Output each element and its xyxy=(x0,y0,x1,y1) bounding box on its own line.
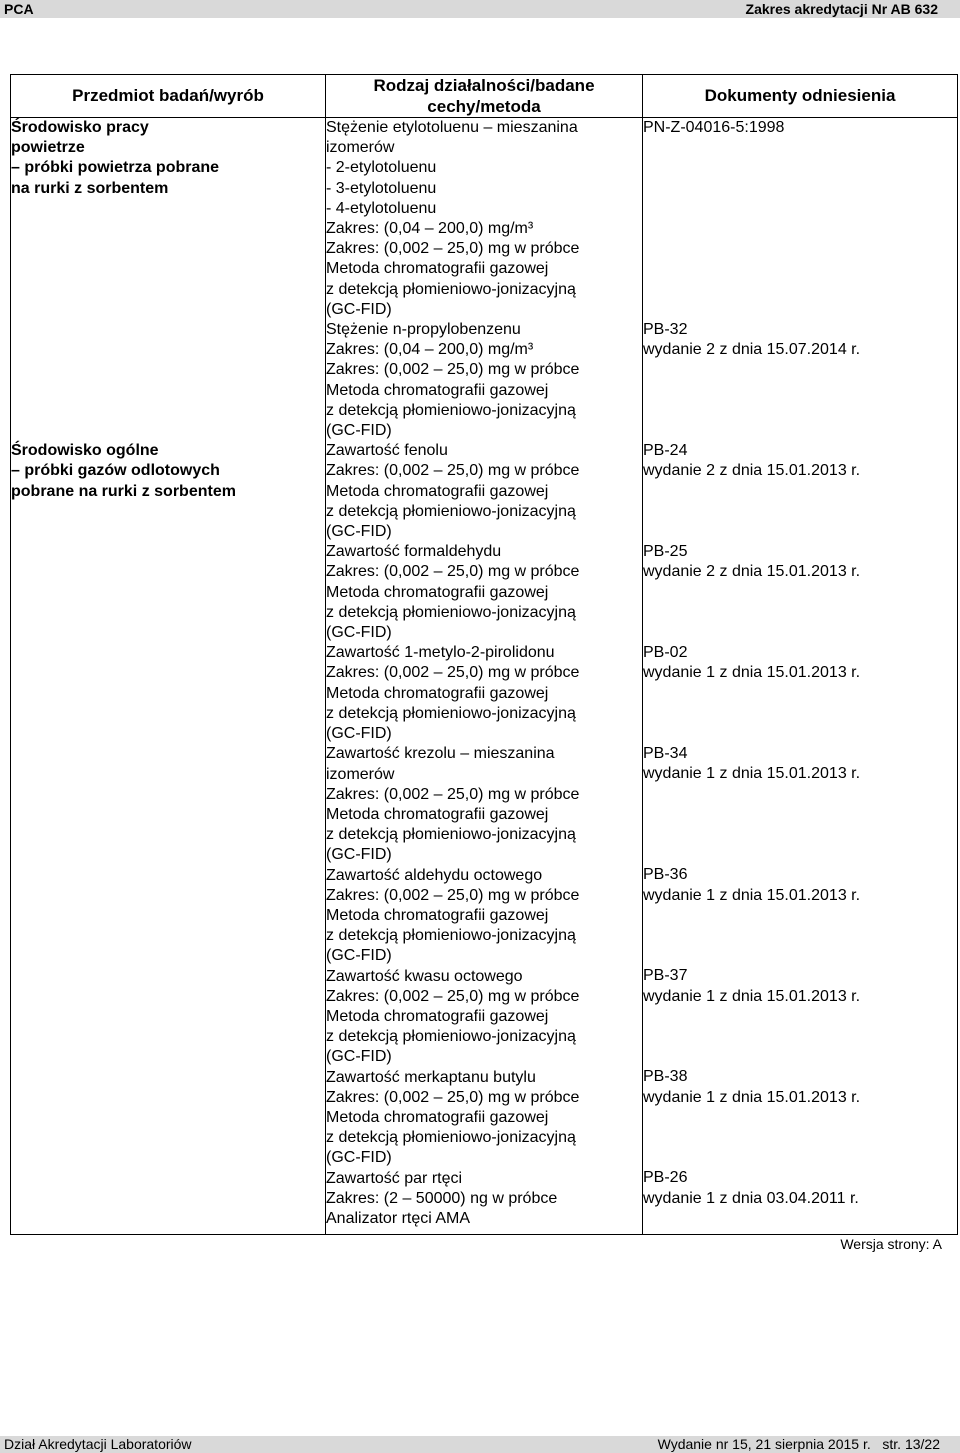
method-line: Zakres: (0,002 – 25,0) mg w próbce xyxy=(326,785,580,803)
method-line: Zawartość kwasu octowego xyxy=(326,967,523,985)
method-line: (GC-FID) xyxy=(326,624,392,642)
method-entry xyxy=(326,967,642,1068)
method-line: Metoda chromatografii gazowej xyxy=(326,583,549,601)
footer-edition: Wydanie nr 15, 21 sierpnia 2015 r. str. 13/22 xyxy=(657,1436,940,1452)
method-cell xyxy=(326,118,643,1235)
header-title: Zakres akredytacji Nr AB 632 xyxy=(745,1,938,17)
document-line: wydanie 1 z dnia 15.01.2013 r. xyxy=(643,1088,861,1106)
subject-line: powietrze xyxy=(11,139,85,157)
document-entry xyxy=(643,966,860,1006)
method-line: Zakres: (0,002 – 25,0) mg w próbce xyxy=(326,240,580,258)
method-line: (GC-FID) xyxy=(326,422,392,440)
document-line: PB-34 xyxy=(643,745,688,763)
method-line: Metoda chromatografii gazowej xyxy=(326,260,549,278)
method-entry xyxy=(326,744,642,865)
method-line: Metoda chromatografii gazowej xyxy=(326,1108,549,1126)
subject-line: – próbki gazów odlotowych xyxy=(11,462,220,480)
document-entry xyxy=(643,320,860,360)
method-line: Zawartość formaldehydu xyxy=(326,543,502,561)
document-entry xyxy=(643,865,860,905)
method-line: (GC-FID) xyxy=(326,300,392,318)
subject-line: Środowisko pracy xyxy=(11,119,149,136)
method-line: z detekcją płomieniowo-jonizacyjną xyxy=(326,603,576,621)
method-line: z detekcją płomieniowo-jonizacyjną xyxy=(326,1129,576,1147)
subject-entry xyxy=(11,441,236,502)
method-entry xyxy=(326,118,642,320)
subject-line: Środowisko ogólne xyxy=(11,442,159,460)
method-line: Zakres: (0,04 – 200,0) mg/m³ xyxy=(326,220,534,238)
document-line: PB-26 xyxy=(643,1169,688,1187)
method-line: Zawartość fenolu xyxy=(326,442,448,460)
method-line: Stężenie etylotoluenu – mieszanina xyxy=(326,119,578,136)
subject-line: pobrane na rurki z sorbentem xyxy=(11,482,236,500)
method-line: (GC-FID) xyxy=(326,725,392,743)
document-line: wydanie 1 z dnia 15.01.2013 r. xyxy=(643,886,861,904)
page-header xyxy=(0,0,960,18)
method-line: Metoda chromatografii gazowej xyxy=(326,381,549,399)
document-line: wydanie 2 z dnia 15.07.2014 r. xyxy=(643,341,861,359)
method-line: Analizator rtęci AMA xyxy=(326,1209,471,1227)
column-header-documents: Dokumenty odniesienia xyxy=(643,75,958,118)
document-line: PB-32 xyxy=(643,321,688,338)
method-line: z detekcją płomieniowo-jonizacyjną xyxy=(326,502,576,520)
header-org: PCA xyxy=(4,1,34,17)
method-entry xyxy=(326,1169,642,1230)
document-line: PB-25 xyxy=(643,543,688,561)
method-line: Zakres: (0,002 – 25,0) mg w próbce xyxy=(326,886,580,904)
method-line: z detekcją płomieniowo-jonizacyjną xyxy=(326,704,576,722)
method-line: Zawartość krezolu – mieszanina xyxy=(326,745,555,763)
method-entry xyxy=(326,866,642,967)
method-line: izomerów xyxy=(326,765,395,783)
method-line: - 4-etylotoluenu xyxy=(326,199,437,217)
subject-entry xyxy=(11,118,219,199)
method-entry xyxy=(326,643,642,744)
document-line: PB-24 xyxy=(643,442,688,460)
method-line: z detekcją płomieniowo-jonizacyjną xyxy=(326,927,576,945)
document-line: wydanie 1 z dnia 15.01.2013 r. xyxy=(643,987,861,1005)
document-entry xyxy=(643,1067,860,1107)
method-line: Zawartość aldehydu octowego xyxy=(326,866,543,884)
method-line: Stężenie n-propylobenzenu xyxy=(326,321,521,339)
document-line: wydanie 2 z dnia 15.01.2013 r. xyxy=(643,462,861,480)
method-line: Zakres: (0,002 – 25,0) mg w próbce xyxy=(326,1088,580,1106)
document-line: PB-38 xyxy=(643,1068,688,1086)
method-entry xyxy=(326,320,642,441)
subject-cell xyxy=(11,118,326,1235)
method-entry xyxy=(326,441,642,542)
method-line: Zawartość par rtęci xyxy=(326,1169,463,1187)
method-entry xyxy=(326,1068,642,1169)
method-line: Zakres: (0,04 – 200,0) mg/m³ xyxy=(326,341,534,359)
method-line: Metoda chromatografii gazowej xyxy=(326,1007,549,1025)
method-line: z detekcją płomieniowo-jonizacyjną xyxy=(326,280,576,298)
document-entry xyxy=(643,542,860,582)
column-header-method: Rodzaj działalności/badane cechy/metoda xyxy=(326,75,643,118)
method-line: Metoda chromatografii gazowej xyxy=(326,805,549,823)
document-entry xyxy=(643,744,860,784)
document-line: PB-02 xyxy=(643,644,688,662)
method-line: Zawartość 1-metylo-2-pirolidonu xyxy=(326,644,555,662)
method-line: Metoda chromatografii gazowej xyxy=(326,482,549,500)
method-line: Metoda chromatografii gazowej xyxy=(326,684,549,702)
method-line: Zakres: (2 – 50000) ng w próbce xyxy=(326,1189,558,1207)
method-entry xyxy=(326,542,642,643)
method-line: Zakres: (0,002 – 25,0) mg w próbce xyxy=(326,462,580,480)
document-line: wydanie 1 z dnia 15.01.2013 r. xyxy=(643,664,861,682)
method-line: - 3-etylotoluenu xyxy=(326,179,437,197)
method-line: Zakres: (0,002 – 25,0) mg w próbce xyxy=(326,664,580,682)
subject-line: na rurki z sorbentem xyxy=(11,179,169,197)
method-list xyxy=(326,118,642,1229)
method-line: Zawartość merkaptanu butylu xyxy=(326,1068,536,1086)
document-line: wydanie 1 z dnia 15.01.2013 r. xyxy=(643,765,861,783)
method-line: z detekcją płomieniowo-jonizacyjną xyxy=(326,1028,576,1046)
column-header-subject: Przedmiot badań/wyrób xyxy=(11,75,326,118)
method-line: z detekcją płomieniowo-jonizacyjną xyxy=(326,401,576,419)
documents-cell xyxy=(643,118,958,1235)
document-line: PB-36 xyxy=(643,866,688,884)
method-line: (GC-FID) xyxy=(326,846,392,864)
footer-department: Dział Akredytacji Laboratoriów xyxy=(4,1436,192,1452)
method-line: (GC-FID) xyxy=(326,1149,392,1167)
method-line: Metoda chromatografii gazowej xyxy=(326,906,549,924)
method-line: Zakres: (0,002 – 25,0) mg w próbce xyxy=(326,987,580,1005)
method-line: Zakres: (0,002 – 25,0) mg w próbce xyxy=(326,563,580,581)
method-line: (GC-FID) xyxy=(326,947,392,965)
method-line: Zakres: (0,002 – 25,0) mg w próbce xyxy=(326,361,580,379)
method-line: - 2-etylotoluenu xyxy=(326,159,437,177)
method-line: izomerów xyxy=(326,139,395,157)
document-entry xyxy=(643,1168,859,1208)
document-entry xyxy=(643,118,784,138)
method-line: (GC-FID) xyxy=(326,523,392,541)
document-line: wydanie 1 z dnia 03.04.2011 r. xyxy=(643,1189,859,1207)
document-line: PN-Z-04016-5:1998 xyxy=(643,119,785,136)
page-footer xyxy=(0,1436,960,1453)
method-line: z detekcją płomieniowo-jonizacyjną xyxy=(326,826,576,844)
document-line: wydanie 2 z dnia 15.01.2013 r. xyxy=(643,563,861,581)
accreditation-scope-table xyxy=(10,74,958,1235)
page-version: Wersja strony: A xyxy=(840,1236,942,1252)
method-line: (GC-FID) xyxy=(326,1048,392,1066)
document-entry xyxy=(643,643,860,683)
document-entry xyxy=(643,441,860,481)
subject-line: – próbki powietrza pobrane xyxy=(11,159,220,177)
document-line: PB-37 xyxy=(643,967,688,985)
